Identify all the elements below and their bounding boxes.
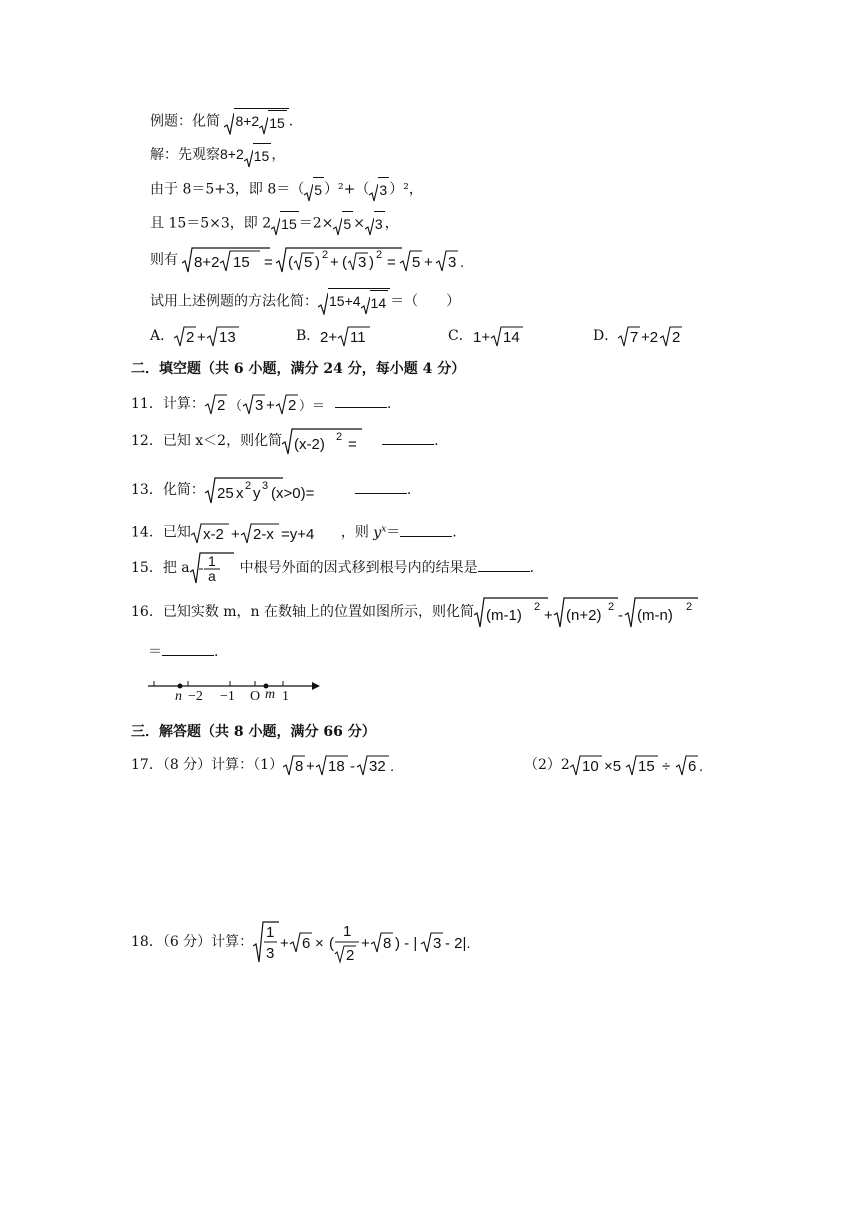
svg-text:18: 18 bbox=[328, 758, 345, 775]
example-identity-formula bbox=[182, 246, 502, 274]
question-12: 12．已知 x＜2，则化简 (x-2) 2 = . bbox=[131, 427, 439, 455]
svg-text:+: + bbox=[280, 935, 289, 952]
answer-blank[interactable] bbox=[478, 557, 530, 572]
label-1: 1 bbox=[282, 689, 289, 704]
svg-text:3: 3 bbox=[254, 397, 264, 414]
svg-text:3: 3 bbox=[358, 254, 367, 271]
example-text: 由于 8＝5+3，即 8＝（ bbox=[150, 181, 305, 198]
question-16: 16．已知实数 m，n 在数轴上的位置如图所示，则化简 (m-1) 2 + (n+2) 2 - (m-n) 2 bbox=[131, 596, 699, 628]
example-text: 且 15＝5×3，即 2 bbox=[150, 215, 272, 232]
radical: 15+4 14 bbox=[318, 288, 390, 315]
svg-text:3: 3 bbox=[266, 945, 275, 962]
question-13: 13．化简： 25 x 2 y 3 (x>0)= . bbox=[131, 476, 411, 504]
svg-text:5: 5 bbox=[304, 254, 313, 271]
q12-expression bbox=[282, 427, 382, 455]
q16-expression bbox=[474, 596, 699, 628]
svg-text:2: 2 bbox=[376, 249, 383, 261]
svg-text:=: = bbox=[348, 436, 357, 453]
radical: 5 bbox=[304, 177, 324, 202]
svg-text:×5: ×5 bbox=[603, 758, 621, 775]
radical: 15 bbox=[244, 143, 272, 168]
question-15: 15．把 a 1 a 中根号外面的因式移到根号内的结果是 . bbox=[131, 553, 535, 584]
svg-text:6: 6 bbox=[302, 935, 311, 952]
question-16-answer: ＝ . bbox=[148, 640, 218, 664]
svg-text:2: 2 bbox=[534, 601, 541, 613]
axis-arrow bbox=[312, 682, 320, 690]
svg-text:) - |: ) - | bbox=[395, 935, 418, 952]
svg-text:2: 2 bbox=[186, 329, 195, 346]
svg-text:2: 2 bbox=[346, 947, 355, 964]
svg-text:(x-2): (x-2) bbox=[294, 436, 325, 453]
svg-text:): ) bbox=[369, 254, 375, 271]
svg-text:.: . bbox=[460, 254, 465, 271]
svg-text:(m-1): (m-1) bbox=[486, 607, 522, 624]
svg-text:): ) bbox=[315, 254, 321, 271]
radical: 15 bbox=[271, 211, 299, 236]
radical bbox=[224, 108, 288, 135]
label-neg2: −2 bbox=[188, 689, 203, 704]
svg-text:6: 6 bbox=[687, 758, 697, 775]
example-text: ＝2× bbox=[298, 215, 334, 232]
answer-blank[interactable] bbox=[382, 430, 434, 445]
svg-text:2: 2 bbox=[287, 397, 297, 414]
label-m: m bbox=[265, 687, 276, 702]
svg-text:+: + bbox=[230, 525, 240, 543]
q18-expression bbox=[253, 920, 493, 964]
svg-text:3: 3 bbox=[261, 480, 268, 492]
svg-text:- 2|.: - 2|. bbox=[445, 935, 471, 952]
example-text: 试用上述例题的方法化简： bbox=[150, 293, 318, 310]
svg-text:-: - bbox=[350, 758, 356, 775]
radical: 3 bbox=[365, 211, 385, 236]
svg-text:2: 2 bbox=[322, 249, 329, 261]
example-text: ＝（ ） bbox=[390, 293, 461, 310]
example-text: 例题：化简 bbox=[150, 113, 220, 130]
svg-text:11: 11 bbox=[350, 329, 366, 346]
example-line-4: 且 15＝5×3，即 2 15 ＝2× 5 × 3 ， bbox=[150, 211, 399, 236]
q13-expression bbox=[205, 476, 355, 504]
example-line-3 bbox=[150, 177, 423, 202]
svg-text:+: + bbox=[330, 254, 340, 271]
svg-text:y: y bbox=[252, 485, 261, 502]
question-17: 17．（8 分）计算：（1） 8 + 18 - 32 . （2）2 10 ×5 15 ÷ 6 . bbox=[131, 753, 731, 777]
svg-text:13: 13 bbox=[219, 329, 236, 346]
example-text: ）²+（ bbox=[324, 181, 370, 198]
svg-text:（: （ bbox=[228, 399, 242, 414]
svg-text:=: = bbox=[264, 254, 274, 271]
svg-text:x: x bbox=[235, 485, 244, 502]
svg-text:2: 2 bbox=[216, 397, 226, 414]
svg-text:=y+4: =y+4 bbox=[280, 525, 315, 543]
svg-text:5: 5 bbox=[412, 254, 421, 271]
question-14: 14．已知 x-2 + 2-x =y+4 ，则 $y^x=$ . bbox=[131, 517, 457, 545]
svg-text:15: 15 bbox=[233, 254, 251, 271]
question-18: 18．（6 分）计算： 1 3 + 6 × ( 1 2 + 8 ) - | 3 - 2|. bbox=[131, 920, 493, 964]
option-b[interactable]: B． 2+ 11 bbox=[296, 324, 380, 348]
svg-text:1: 1 bbox=[266, 924, 275, 941]
option-d[interactable]: D． 7 +2 2 bbox=[593, 328, 681, 346]
number-line bbox=[148, 674, 328, 704]
q17-part2: （2）2 10 ×5 15 ÷ 6 . bbox=[524, 757, 703, 775]
example-text: 解：先观察 bbox=[150, 147, 220, 163]
example-text: 则有 bbox=[150, 252, 178, 268]
svg-text:2: 2 bbox=[608, 601, 615, 613]
svg-text:÷: ÷ bbox=[661, 758, 671, 775]
example-line-2: 解：先观察8+2 15 ， bbox=[150, 142, 285, 168]
svg-text:1: 1 bbox=[207, 553, 216, 569]
try-line bbox=[150, 288, 460, 315]
svg-text:-: - bbox=[618, 607, 624, 624]
label-n: n bbox=[175, 689, 182, 704]
svg-text:(: ( bbox=[342, 254, 348, 271]
svg-text:×: × bbox=[315, 935, 324, 952]
svg-text:+: + bbox=[544, 607, 553, 624]
svg-text:(: ( bbox=[288, 254, 294, 271]
svg-text:10: 10 bbox=[581, 758, 599, 775]
svg-text:+2: +2 bbox=[641, 329, 659, 346]
svg-text:+: + bbox=[306, 758, 315, 775]
svg-text:3: 3 bbox=[433, 935, 442, 952]
svg-text:14: 14 bbox=[502, 329, 520, 346]
svg-text:15: 15 bbox=[637, 758, 655, 775]
q17-part1 bbox=[283, 754, 423, 776]
answer-blank[interactable] bbox=[400, 522, 452, 537]
svg-text:2: 2 bbox=[686, 601, 693, 613]
svg-text:+: + bbox=[265, 397, 275, 414]
option-a[interactable]: A． 2 + 13 bbox=[150, 324, 244, 348]
svg-text:.: . bbox=[390, 758, 395, 775]
q14-expression bbox=[191, 522, 341, 544]
radical: 3 bbox=[369, 177, 389, 202]
section-3-heading: 三．解答题（共 8 小题，满分 66 分） bbox=[131, 724, 376, 740]
svg-text:+: + bbox=[197, 329, 206, 346]
example-line-5 bbox=[150, 246, 502, 274]
svg-text:x-2: x-2 bbox=[202, 525, 224, 543]
option-c[interactable]: C． 1+ 14 bbox=[448, 324, 533, 348]
section-2-heading: 二．填空题（共 6 小题，满分 24 分，每小题 4 分） bbox=[131, 361, 466, 377]
label-neg1: −1 bbox=[220, 689, 235, 704]
svg-text:2-x: 2-x bbox=[252, 525, 274, 543]
svg-text:(n+2): (n+2) bbox=[566, 607, 602, 624]
svg-text:2+: 2+ bbox=[320, 329, 338, 346]
svg-text:=: = bbox=[387, 254, 397, 271]
svg-text:7: 7 bbox=[630, 329, 639, 346]
question-11: 11．计算： 2 （ 3 + 2 ）＝ . bbox=[131, 392, 391, 416]
svg-text:+: + bbox=[361, 935, 370, 952]
svg-text:）＝: ）＝ bbox=[298, 399, 325, 414]
point-n bbox=[178, 684, 183, 689]
svg-text:(m-n): (m-n) bbox=[637, 607, 673, 624]
example-text: ）²， bbox=[389, 181, 423, 198]
q15-expression bbox=[190, 552, 240, 584]
svg-text:32: 32 bbox=[369, 758, 386, 775]
svg-text:8+2: 8+2 bbox=[194, 254, 220, 271]
radical: 5 bbox=[333, 211, 353, 236]
example-line-1: 例题：化简 8+2 15 . bbox=[150, 108, 293, 135]
svg-text:(x>0)=: (x>0)= bbox=[270, 485, 315, 502]
svg-text:2: 2 bbox=[672, 329, 681, 346]
svg-text:1+: 1+ bbox=[472, 329, 490, 346]
answer-blank[interactable] bbox=[162, 641, 214, 656]
radical-body: 8+2 15 bbox=[234, 108, 288, 135]
answer-blank[interactable] bbox=[355, 479, 407, 494]
svg-text:2: 2 bbox=[336, 431, 343, 443]
svg-text:a: a bbox=[207, 568, 216, 584]
svg-text:8: 8 bbox=[295, 758, 304, 775]
svg-text:.: . bbox=[698, 758, 703, 775]
example-text: × bbox=[353, 215, 365, 232]
svg-text:+: + bbox=[424, 254, 434, 271]
answer-blank[interactable] bbox=[335, 393, 387, 408]
q11-expression bbox=[205, 393, 335, 415]
expr: 8+2 bbox=[220, 146, 244, 162]
svg-text:1: 1 bbox=[343, 923, 352, 940]
svg-text:3: 3 bbox=[448, 254, 457, 271]
svg-text:25: 25 bbox=[216, 485, 234, 502]
svg-text:8: 8 bbox=[383, 935, 392, 952]
svg-text:2: 2 bbox=[244, 480, 251, 492]
svg-text:(: ( bbox=[329, 935, 335, 952]
label-origin: O bbox=[250, 689, 261, 704]
